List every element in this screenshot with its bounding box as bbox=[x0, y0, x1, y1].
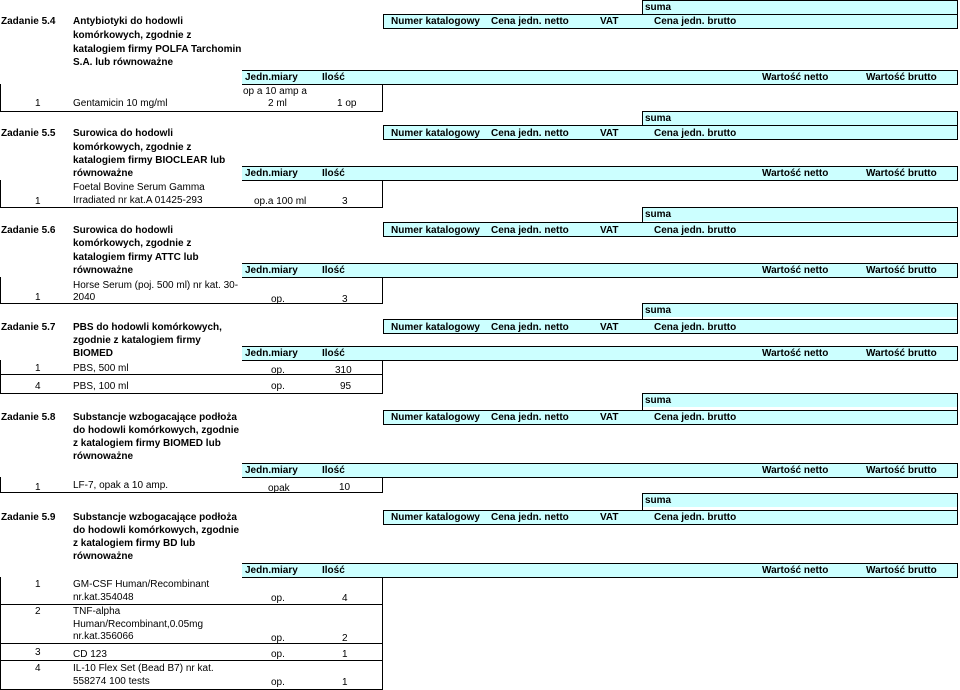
item-lp: 1 bbox=[35, 363, 41, 374]
unit-price-net-header: Cena jedn. netto bbox=[491, 225, 569, 236]
task-title-line: S.A. lub równoważne bbox=[73, 57, 174, 68]
item-qty: 95 bbox=[340, 381, 352, 392]
item-unit: 2 ml bbox=[268, 98, 287, 109]
vat-header: VAT bbox=[600, 412, 619, 423]
item-name: 558274 100 tests bbox=[73, 676, 150, 687]
task-title-line: komórkowych, zgodnie z bbox=[73, 238, 192, 249]
item-name: Irradiated nr kat.A 01425-293 bbox=[73, 195, 203, 206]
item-qty: 2 bbox=[342, 633, 348, 644]
quantity-header: Ilość bbox=[322, 72, 345, 83]
task-title-line: do hodowli komórkowych, zgodnie bbox=[73, 425, 240, 436]
item-name: IL-10 Flex Set (Bead B7) nr kat. bbox=[73, 663, 214, 674]
unit-price-net-header: Cena jedn. netto bbox=[491, 16, 569, 27]
quantity-header: Ilość bbox=[322, 465, 345, 476]
unit-price-net-header: Cena jedn. netto bbox=[491, 322, 569, 333]
value-header-bg bbox=[242, 563, 958, 577]
catalog-number-header: Numer katalogowy bbox=[391, 16, 480, 27]
item-unit: op. bbox=[271, 633, 285, 644]
task-title-line: równoważne bbox=[73, 168, 134, 179]
suma-cell bbox=[642, 393, 958, 407]
value-net-header: Wartość netto bbox=[762, 168, 829, 179]
item-unit: op. bbox=[271, 365, 285, 376]
task-title-line: BIOMED bbox=[73, 348, 113, 359]
unit-header: Jedn.miary bbox=[245, 465, 298, 476]
item-name: GM-CSF Human/Recombinant bbox=[73, 579, 210, 590]
suma-label: suma bbox=[645, 2, 672, 13]
unit-header: Jedn.miary bbox=[245, 265, 298, 276]
suma-cell bbox=[642, 207, 958, 221]
suma-label: suma bbox=[645, 495, 672, 506]
quantity-header: Ilość bbox=[322, 265, 345, 276]
task-title-line: do hodowli komórkowych, zgodnie bbox=[73, 525, 240, 536]
value-gross-header: Wartość brutto bbox=[866, 72, 937, 83]
value-net-header: Wartość netto bbox=[762, 265, 829, 276]
item-lp: 4 bbox=[35, 663, 41, 674]
task-id: Zadanie 5.6 bbox=[1, 225, 56, 236]
task-title-line: równoważne bbox=[73, 551, 134, 562]
suma-cell bbox=[642, 0, 958, 14]
item-name: LF-7, opak a 10 amp. bbox=[73, 480, 169, 491]
value-gross-header: Wartość brutto bbox=[866, 565, 937, 576]
quantity-header: Ilość bbox=[322, 348, 345, 359]
unit-price-gross-header: Cena jedn. brutto bbox=[654, 322, 737, 333]
unit-price-gross-header: Cena jedn. brutto bbox=[654, 412, 737, 423]
task-title-line: katalogiem firmy ATTC lub bbox=[73, 252, 199, 263]
unit-price-gross-header: Cena jedn. brutto bbox=[654, 512, 737, 523]
item-lp: 1 bbox=[35, 579, 41, 590]
suma-label: suma bbox=[645, 395, 672, 406]
unit-header: Jedn.miary bbox=[245, 348, 298, 359]
item-lp: 1 bbox=[35, 482, 41, 493]
task-title-line: katalogiem firmy BIOCLEAR lub bbox=[73, 155, 226, 166]
task-title-line: Substancje wzbogacające podłoża bbox=[73, 412, 237, 423]
suma-label: suma bbox=[645, 113, 672, 124]
item-name: TNF-alpha bbox=[73, 606, 121, 617]
item-unit: op. bbox=[271, 593, 285, 604]
vat-header: VAT bbox=[600, 225, 619, 236]
value-header-bg bbox=[242, 166, 958, 180]
quantity-header: Ilość bbox=[322, 565, 345, 576]
item-unit: op. bbox=[271, 649, 285, 660]
catalog-number-header: Numer katalogowy bbox=[391, 225, 480, 236]
unit-header: Jedn.miary bbox=[245, 72, 298, 83]
unit-header: Jedn.miary bbox=[245, 565, 298, 576]
task-title-line: z katalogiem firmy BIOMED lub bbox=[73, 438, 221, 449]
item-lp: 1 bbox=[35, 98, 41, 109]
vat-header: VAT bbox=[600, 128, 619, 139]
item-qty: 1 bbox=[342, 649, 348, 660]
quantity-header: Ilość bbox=[322, 168, 345, 179]
task-title-line: komórkowych, zgodnie z bbox=[73, 30, 192, 41]
item-name: Human/Recombinant,0.05mg bbox=[73, 619, 204, 630]
item-name: nr.kat.354048 bbox=[73, 592, 134, 603]
value-net-header: Wartość netto bbox=[762, 465, 829, 476]
task-title-line: równoważne bbox=[73, 451, 134, 462]
vat-header: VAT bbox=[600, 322, 619, 333]
item-qty: 1 op bbox=[337, 98, 357, 109]
task-title-line: zgodnie z katalogiem firmy bbox=[73, 335, 201, 346]
unit-header: Jedn.miary bbox=[245, 168, 298, 179]
value-gross-header: Wartość brutto bbox=[866, 348, 937, 359]
suma-cell bbox=[642, 303, 958, 317]
suma-cell bbox=[642, 111, 958, 125]
unit-price-gross-header: Cena jedn. brutto bbox=[654, 225, 737, 236]
item-name: 2040 bbox=[73, 292, 96, 303]
suma-label: suma bbox=[645, 305, 672, 316]
task-title-line: komórkowych, zgodnie z bbox=[73, 142, 192, 153]
vat-header: VAT bbox=[600, 512, 619, 523]
item-unit: op. bbox=[271, 677, 285, 688]
task-title-line: równoważne bbox=[73, 265, 134, 276]
unit-price-net-header: Cena jedn. netto bbox=[491, 128, 569, 139]
suma-cell bbox=[642, 493, 958, 507]
value-net-header: Wartość netto bbox=[762, 565, 829, 576]
item-qty: 3 bbox=[342, 196, 348, 207]
task-title-line: Antybiotyki do hodowli bbox=[73, 16, 183, 27]
item-qty: 310 bbox=[335, 365, 352, 376]
item-name: nr.kat.356066 bbox=[73, 631, 134, 642]
item-name: PBS, 100 ml bbox=[73, 381, 129, 392]
item-lp: 1 bbox=[35, 196, 41, 207]
item-lp: 3 bbox=[35, 647, 41, 658]
catalog-number-header: Numer katalogowy bbox=[391, 512, 480, 523]
unit-price-net-header: Cena jedn. netto bbox=[491, 412, 569, 423]
item-unit: op a 10 amp a bbox=[243, 86, 307, 97]
value-gross-header: Wartość brutto bbox=[866, 168, 937, 179]
vat-header: VAT bbox=[600, 16, 619, 27]
task-title-line: z katalogiem firmy BD lub bbox=[73, 538, 196, 549]
item-lp: 1 bbox=[35, 292, 41, 303]
task-id: Zadanie 5.4 bbox=[1, 16, 56, 27]
unit-price-gross-header: Cena jedn. brutto bbox=[654, 16, 737, 27]
item-lp: 4 bbox=[35, 381, 41, 392]
catalog-number-header: Numer katalogowy bbox=[391, 322, 480, 333]
suma-label: suma bbox=[645, 209, 672, 220]
task-id: Zadanie 5.7 bbox=[1, 322, 56, 333]
task-title-line: Surowica do hodowli bbox=[73, 225, 173, 236]
task-title-line: PBS do hodowli komórkowych, bbox=[73, 322, 222, 333]
value-gross-header: Wartość brutto bbox=[866, 265, 937, 276]
item-qty: 1 bbox=[342, 677, 348, 688]
task-id: Zadanie 5.9 bbox=[1, 512, 56, 523]
task-title-line: Substancje wzbogacające podłoża bbox=[73, 512, 237, 523]
item-name: CD 123 bbox=[73, 649, 107, 660]
task-id: Zadanie 5.5 bbox=[1, 128, 56, 139]
item-unit: op.a 100 ml bbox=[254, 196, 307, 207]
item-name: Gentamicin 10 mg/ml bbox=[73, 98, 168, 109]
unit-price-gross-header: Cena jedn. brutto bbox=[654, 128, 737, 139]
value-net-header: Wartość netto bbox=[762, 72, 829, 83]
catalog-number-header: Numer katalogowy bbox=[391, 128, 480, 139]
item-name: Horse Serum (poj. 500 ml) nr kat. 30- bbox=[73, 280, 239, 291]
task-title-line: katalogiem firmy POLFA Tarchomin bbox=[73, 44, 242, 55]
value-header-bg bbox=[242, 463, 958, 477]
unit-price-net-header: Cena jedn. netto bbox=[491, 512, 569, 523]
item-qty: 3 bbox=[342, 294, 348, 305]
task-title-line: Surowica do hodowli bbox=[73, 128, 173, 139]
item-unit: op. bbox=[271, 381, 285, 392]
item-name: PBS, 500 ml bbox=[73, 363, 129, 374]
value-header-bg bbox=[242, 70, 958, 84]
value-net-header: Wartość netto bbox=[762, 348, 829, 359]
item-lp: 2 bbox=[35, 606, 41, 617]
task-id: Zadanie 5.8 bbox=[1, 412, 56, 423]
item-unit: opak bbox=[268, 483, 290, 494]
value-header-bg bbox=[242, 263, 958, 277]
value-header-bg bbox=[242, 346, 958, 360]
item-name: Foetal Bovine Serum Gamma bbox=[73, 182, 205, 193]
catalog-number-header: Numer katalogowy bbox=[391, 412, 480, 423]
item-unit: op. bbox=[271, 294, 285, 305]
item-qty: 10 bbox=[339, 482, 351, 493]
item-qty: 4 bbox=[342, 593, 348, 604]
value-gross-header: Wartość brutto bbox=[866, 465, 937, 476]
